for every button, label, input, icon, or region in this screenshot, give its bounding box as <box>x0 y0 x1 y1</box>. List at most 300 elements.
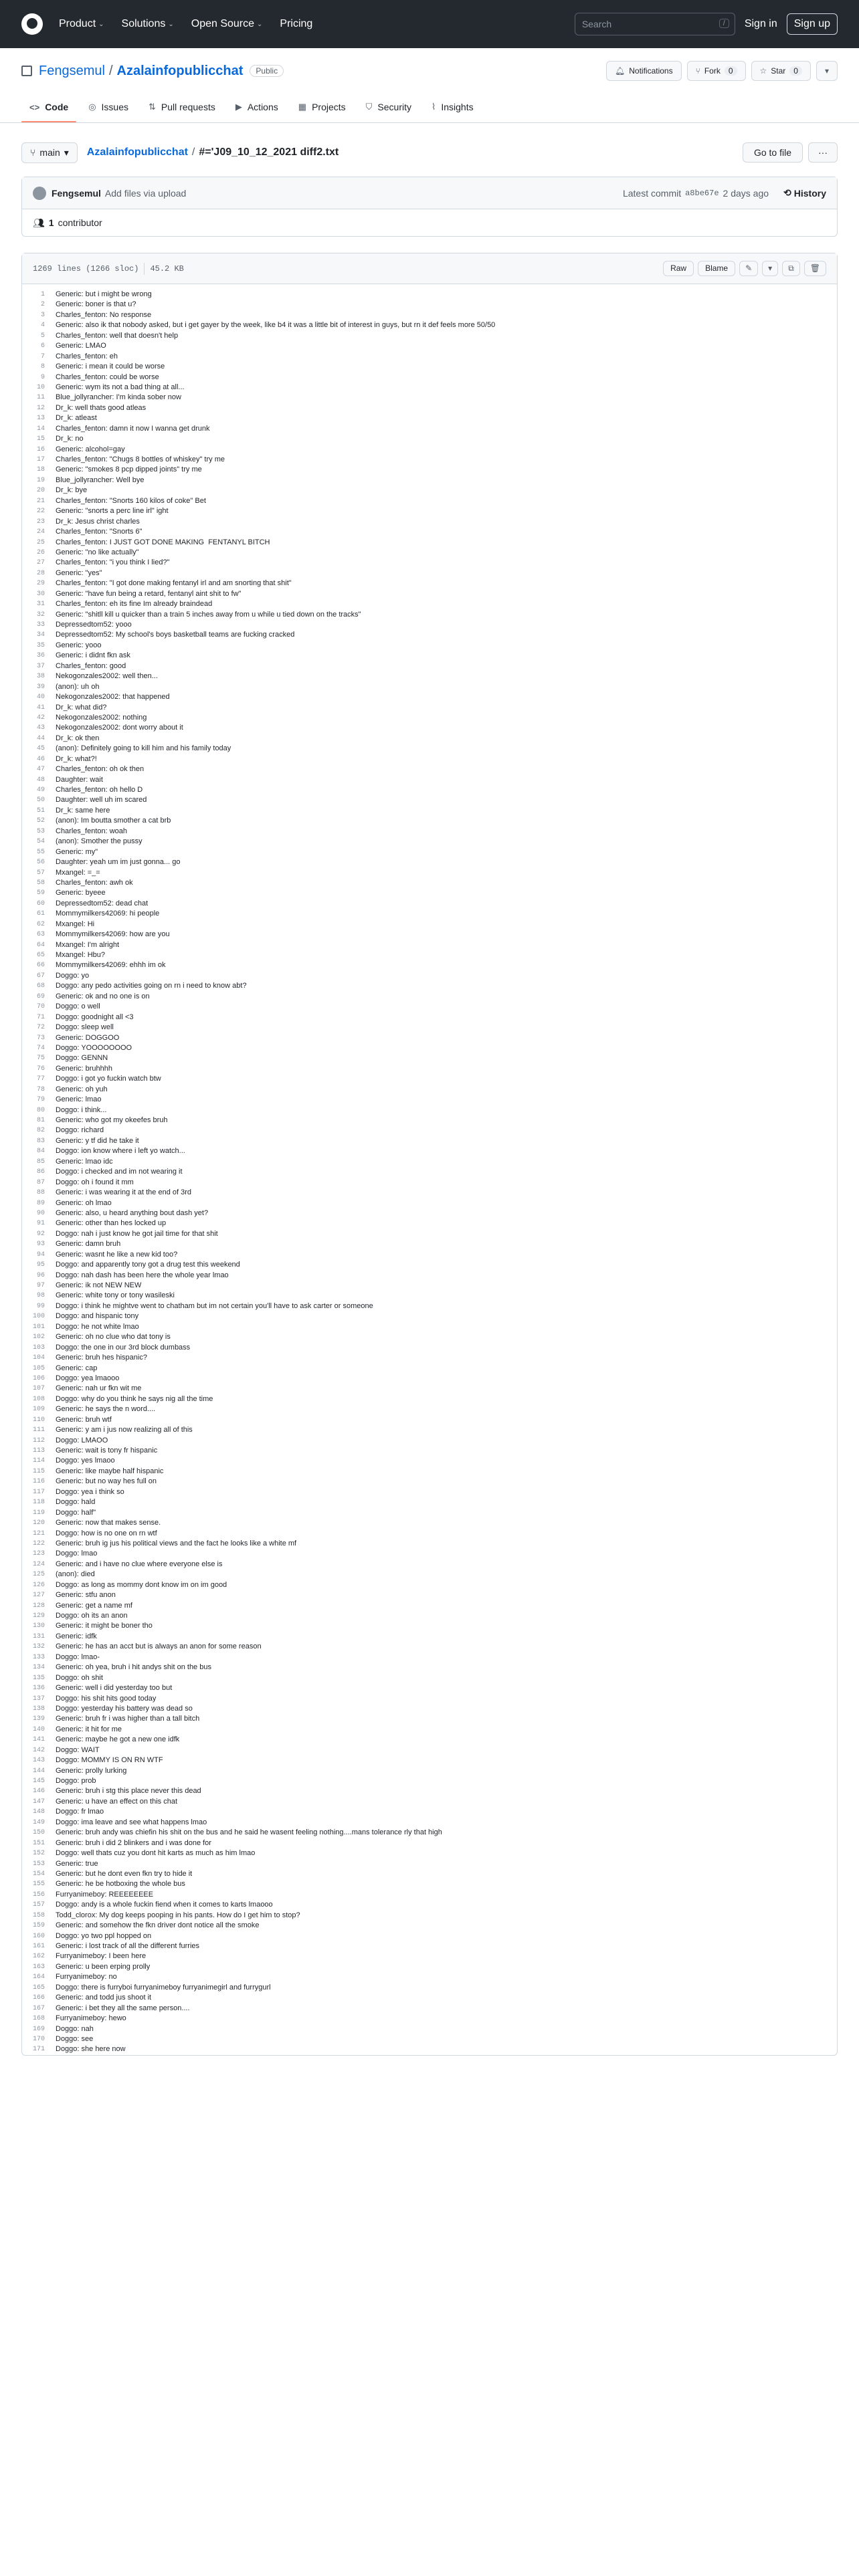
line-number[interactable]: 160 <box>32 1932 45 1940</box>
line-number[interactable]: 66 <box>36 962 45 970</box>
line-number[interactable]: 98 <box>36 1292 45 1300</box>
line-text: Generic: oh lmao <box>56 1198 112 1207</box>
code-line <box>22 1683 837 1693</box>
line-number[interactable]: 77 <box>36 1075 45 1083</box>
line-text: Doggo: oh i found it mm <box>56 1178 134 1186</box>
line-number[interactable]: 51 <box>36 807 45 815</box>
line-text: Charles_fenton: well that doesn't help <box>56 331 179 340</box>
line-number[interactable]: 115 <box>32 1467 45 1475</box>
line-text: Generic: it might be boner tho <box>56 1622 153 1630</box>
line-number[interactable]: 126 <box>32 1581 45 1589</box>
line-text: Generic: DOGGOO <box>56 1033 120 1042</box>
line-text: Doggo: and apparently tony got a drug test this weekend <box>56 1261 240 1269</box>
line-number[interactable]: 133 <box>32 1653 45 1661</box>
line-text: Doggo: MOMMY IS ON RN WTF <box>56 1756 163 1765</box>
code-line <box>22 785 837 795</box>
line-number[interactable]: 23 <box>36 518 45 526</box>
line-number[interactable]: 8 <box>40 363 45 371</box>
line-number[interactable]: 130 <box>32 1622 45 1630</box>
line-number[interactable]: 9 <box>40 373 45 381</box>
line-number[interactable]: 1 <box>40 291 45 298</box>
line-number[interactable]: 127 <box>32 1592 45 1600</box>
breadcrumb <box>87 146 339 158</box>
line-number[interactable]: 141 <box>32 1736 45 1744</box>
line-text: Generic: i lost track of all the different furries <box>56 1942 199 1950</box>
line-text: Doggo: fr lmao <box>56 1808 104 1816</box>
line-number[interactable]: 18 <box>36 466 45 474</box>
line-number[interactable]: 63 <box>36 931 45 939</box>
code-line <box>22 1714 837 1724</box>
line-number[interactable]: 163 <box>32 1963 45 1971</box>
line-number[interactable]: 166 <box>32 1994 45 2002</box>
line-number[interactable]: 122 <box>32 1539 45 1547</box>
code-line <box>22 703 837 713</box>
line-number[interactable]: 157 <box>32 1901 45 1909</box>
line-text: Generic: i didnt fkn ask <box>56 651 130 660</box>
line-text: Generic: "shitll kill u quicker than a train 5 inches away from u while u tied down on the tracks" <box>56 610 361 619</box>
line-number[interactable]: 48 <box>36 776 45 784</box>
line-text: Depressedtom52: yooo <box>56 621 132 629</box>
line-number[interactable]: 12 <box>36 404 45 412</box>
code-line <box>22 1260 837 1270</box>
line-number[interactable]: 151 <box>32 1839 45 1847</box>
code-line <box>22 1467 837 1477</box>
line-number[interactable]: 135 <box>32 1674 45 1682</box>
line-text: Doggo: goodnight all <3 <box>56 1012 134 1021</box>
line-number[interactable]: 31 <box>36 601 45 609</box>
line-text: Doggo: ion know where i left yo watch... <box>56 1147 185 1156</box>
line-number[interactable]: 96 <box>36 1271 45 1279</box>
line-number[interactable]: 83 <box>36 1137 45 1145</box>
line-number[interactable]: 56 <box>36 859 45 867</box>
line-number[interactable]: 21 <box>36 497 45 505</box>
line-number[interactable]: 102 <box>32 1333 45 1341</box>
code-line <box>22 692 837 702</box>
pull-request-icon: ⇅ <box>149 102 156 112</box>
line-number[interactable]: 38 <box>36 673 45 681</box>
line-number[interactable]: 161 <box>32 1943 45 1950</box>
nav-product[interactable]: Product ⌄ <box>59 18 104 29</box>
line-number[interactable]: 50 <box>36 796 45 804</box>
line-text: Generic: "smokes 8 pcp dipped joints" try me <box>56 465 202 474</box>
chevron-down-icon[interactable]: ▾ <box>762 261 778 276</box>
line-number[interactable]: 62 <box>36 920 45 928</box>
line-number[interactable]: 44 <box>36 734 45 742</box>
line-number[interactable]: 95 <box>36 1261 45 1269</box>
line-text: Generic: but he dont even fkn try to hide it <box>56 1869 193 1878</box>
line-number[interactable]: 32 <box>36 611 45 619</box>
line-number[interactable]: 85 <box>36 1158 45 1166</box>
code-line <box>22 960 837 970</box>
line-number[interactable]: 136 <box>32 1685 45 1693</box>
line-number[interactable]: 137 <box>32 1695 45 1703</box>
line-text: Doggo: the one in our 3rd block dumbass <box>56 1343 191 1352</box>
raw-button[interactable]: Raw <box>663 261 694 276</box>
line-number[interactable]: 19 <box>36 476 45 484</box>
line-number[interactable]: 15 <box>36 435 45 443</box>
breadcrumb-repo-link[interactable]: Azalainfopublicchat <box>86 146 188 158</box>
line-number[interactable]: 72 <box>36 1024 45 1032</box>
line-number[interactable]: 99 <box>36 1302 45 1310</box>
line-number[interactable]: 43 <box>36 724 45 732</box>
line-number[interactable]: 67 <box>36 972 45 980</box>
line-text: Generic: y tf did he take it <box>56 1136 139 1145</box>
commit-message[interactable]: Add files via upload <box>104 187 187 199</box>
line-number[interactable]: 84 <box>36 1148 45 1156</box>
chevron-down-icon: ⌄ <box>168 20 174 28</box>
trash-icon[interactable]: 🗑︎ <box>804 261 826 276</box>
line-number[interactable]: 39 <box>36 683 45 691</box>
line-number[interactable]: 144 <box>32 1767 45 1775</box>
line-number[interactable]: 14 <box>36 425 45 433</box>
line-number[interactable]: 27 <box>36 559 45 567</box>
line-number[interactable]: 60 <box>36 899 45 907</box>
line-number[interactable]: 41 <box>36 704 45 712</box>
line-text: (anon): uh oh <box>56 682 100 691</box>
line-text: Dr_k: no <box>56 435 84 443</box>
tab-issues[interactable]: ◎ Issues <box>88 102 128 112</box>
line-number[interactable]: 167 <box>32 2004 45 2012</box>
code-line <box>22 888 837 898</box>
line-number[interactable]: 120 <box>32 1519 45 1527</box>
line-number[interactable]: 13 <box>36 415 45 423</box>
line-number[interactable]: 114 <box>32 1457 45 1465</box>
line-number[interactable]: 171 <box>32 2046 45 2054</box>
contributor-count: 1 <box>48 217 54 228</box>
line-number[interactable]: 80 <box>36 1106 45 1114</box>
line-number[interactable]: 155 <box>32 1881 45 1889</box>
code-line <box>22 1301 837 1311</box>
line-number[interactable]: 37 <box>36 662 45 670</box>
line-number[interactable]: 113 <box>32 1447 45 1455</box>
line-number[interactable]: 97 <box>36 1282 45 1289</box>
line-number[interactable]: 119 <box>32 1509 45 1517</box>
line-text: Generic: bruh ig jus his political views and the fact he looks like a white mf <box>56 1539 297 1547</box>
line-text: Nekogonzales2002: dont worry about it <box>56 724 183 732</box>
divider <box>144 263 145 275</box>
line-number[interactable]: 100 <box>32 1313 45 1321</box>
line-number[interactable]: 138 <box>32 1705 45 1713</box>
branch-selector[interactable]: ⑂ main ▾ <box>21 142 78 163</box>
line-number[interactable]: 28 <box>36 569 45 577</box>
line-number[interactable]: 123 <box>32 1550 45 1558</box>
github-logo-icon[interactable] <box>21 13 43 35</box>
line-number[interactable]: 45 <box>36 745 45 753</box>
line-text: Doggo: lmao <box>56 1549 98 1558</box>
code-line <box>22 1911 837 1921</box>
line-number[interactable]: 52 <box>36 817 45 825</box>
nav-pricing[interactable]: Pricing <box>280 18 313 29</box>
line-number[interactable]: 42 <box>36 714 45 722</box>
line-number[interactable]: 70 <box>36 1003 45 1011</box>
line-text: Charles_fenton: damn it now I wanna get drunk <box>56 424 210 433</box>
repo-name-link[interactable]: Azalainfopublicchat <box>116 63 244 78</box>
line-number[interactable]: 16 <box>36 445 45 453</box>
line-number[interactable]: 153 <box>32 1860 45 1868</box>
code-line <box>22 1931 837 1941</box>
line-number[interactable]: 125 <box>32 1571 45 1579</box>
line-text: Doggo: and hispanic tony <box>56 1312 139 1321</box>
line-number[interactable]: 6 <box>40 342 45 350</box>
code-line <box>22 682 837 692</box>
nav-solutions[interactable]: Solutions ⌄ <box>121 18 174 29</box>
line-number[interactable]: 64 <box>36 941 45 949</box>
sign-up-button[interactable]: Sign up <box>787 13 838 35</box>
code-line <box>22 857 837 867</box>
contributor-label[interactable]: contributor <box>58 217 102 228</box>
line-number[interactable]: 140 <box>32 1725 45 1733</box>
line-number[interactable]: 118 <box>32 1499 45 1507</box>
line-text: Generic: damn bruh <box>56 1240 121 1249</box>
line-number[interactable]: 132 <box>32 1643 45 1651</box>
tab-projects[interactable]: ▦ Projects <box>298 102 346 112</box>
line-number[interactable]: 35 <box>36 641 45 649</box>
line-number[interactable]: 7 <box>40 352 45 360</box>
line-number[interactable]: 131 <box>32 1632 45 1640</box>
tab-code[interactable]: <> Code <box>21 96 76 122</box>
line-number[interactable]: 74 <box>36 1044 45 1052</box>
line-number[interactable]: 159 <box>32 1922 45 1930</box>
line-number[interactable]: 143 <box>32 1757 45 1765</box>
line-text: Generic: oh yuh <box>56 1085 108 1093</box>
line-number[interactable]: 20 <box>36 487 45 495</box>
code-line <box>22 1786 837 1796</box>
line-number[interactable]: 94 <box>36 1251 45 1259</box>
line-number[interactable]: 22 <box>36 508 45 516</box>
line-number[interactable]: 81 <box>36 1117 45 1124</box>
line-number[interactable]: 68 <box>36 982 45 990</box>
line-text: Charles_fenton: eh <box>56 352 118 360</box>
line-number[interactable]: 71 <box>36 1013 45 1021</box>
line-number[interactable]: 142 <box>32 1746 45 1754</box>
line-number[interactable]: 36 <box>36 652 45 660</box>
line-text: Mxangel: =_= <box>56 868 100 877</box>
line-number[interactable]: 103 <box>32 1344 45 1352</box>
line-number[interactable]: 128 <box>32 1602 45 1610</box>
line-number[interactable]: 24 <box>36 528 45 536</box>
line-number[interactable]: 4 <box>40 322 45 330</box>
line-text: Generic: u been erping prolly <box>56 1962 151 1971</box>
line-number[interactable]: 112 <box>32 1436 45 1444</box>
line-text: Generic: yooo <box>56 641 102 649</box>
line-number[interactable]: 109 <box>32 1406 45 1414</box>
line-number[interactable]: 110 <box>32 1416 45 1424</box>
line-number[interactable]: 46 <box>36 755 45 763</box>
line-number[interactable]: 91 <box>36 1220 45 1228</box>
line-number[interactable]: 164 <box>32 1973 45 1981</box>
line-number[interactable]: 54 <box>36 838 45 846</box>
line-text: Generic: but i might be wrong <box>56 290 152 298</box>
line-number[interactable]: 156 <box>32 1891 45 1899</box>
line-number[interactable]: 57 <box>36 869 45 877</box>
line-number[interactable]: 82 <box>36 1127 45 1135</box>
line-text: Doggo: yo <box>56 971 90 980</box>
line-text: Furryanimeboy: no <box>56 1973 117 1981</box>
line-number[interactable]: 78 <box>36 1085 45 1093</box>
commit-author-link[interactable]: Fengsemul <box>52 187 101 199</box>
line-number[interactable]: 55 <box>36 848 45 856</box>
shield-icon: ⛉ <box>365 102 373 112</box>
line-number[interactable]: 34 <box>36 631 45 639</box>
line-text: Generic: "no like actually" <box>56 548 139 556</box>
line-text: Doggo: GENNN <box>56 1054 108 1063</box>
line-number[interactable]: 88 <box>36 1189 45 1197</box>
repo-owner-link[interactable]: Fengsemul <box>39 63 105 78</box>
line-number[interactable]: 107 <box>32 1385 45 1393</box>
line-text: (anon): Im boutta smother a cat brb <box>56 817 171 825</box>
line-number[interactable]: 124 <box>32 1560 45 1568</box>
code-line <box>22 909 837 919</box>
line-number[interactable]: 2 <box>40 301 45 309</box>
line-number[interactable]: 149 <box>32 1818 45 1826</box>
code-line <box>22 1580 837 1590</box>
line-number[interactable]: 158 <box>32 1911 45 1919</box>
line-text: Doggo: richard <box>56 1126 104 1135</box>
line-number[interactable]: 168 <box>32 2015 45 2023</box>
blame-button[interactable]: Blame <box>698 261 735 276</box>
line-text: Doggo: i checked and im not wearing it <box>56 1168 183 1176</box>
line-number[interactable]: 5 <box>40 332 45 340</box>
history-link[interactable]: ⟲ History <box>783 187 826 199</box>
line-number[interactable]: 105 <box>32 1364 45 1372</box>
line-number[interactable]: 3 <box>40 311 45 319</box>
site-nav <box>59 18 312 30</box>
code-line <box>22 1694 837 1704</box>
code-line <box>22 475 837 486</box>
go-to-file-button[interactable]: Go to file <box>743 142 803 163</box>
line-number[interactable]: 90 <box>36 1209 45 1217</box>
code-line <box>22 610 837 620</box>
line-number[interactable]: 58 <box>36 879 45 887</box>
line-number[interactable]: 108 <box>32 1395 45 1403</box>
line-text: Charles_fenton: "Snorts 6" <box>56 528 142 536</box>
line-number[interactable]: 49 <box>36 786 45 794</box>
line-number[interactable]: 147 <box>32 1798 45 1806</box>
line-number[interactable]: 89 <box>36 1199 45 1207</box>
code-line <box>22 1012 837 1023</box>
star-button[interactable]: ☆ Star 0 <box>751 61 811 81</box>
line-number[interactable]: 29 <box>36 580 45 588</box>
code-line <box>22 290 837 300</box>
line-number[interactable]: 169 <box>32 2025 45 2033</box>
tab-security[interactable]: ⛉ Security <box>365 102 411 112</box>
code-line <box>22 496 837 506</box>
line-text: Generic: lmao <box>56 1095 102 1104</box>
code-line <box>22 1436 837 1446</box>
line-number[interactable]: 76 <box>36 1065 45 1073</box>
line-text: Doggo: sleep well <box>56 1023 114 1032</box>
line-number[interactable]: 148 <box>32 1808 45 1816</box>
line-number[interactable]: 121 <box>32 1529 45 1537</box>
line-number[interactable]: 106 <box>32 1374 45 1382</box>
code-line <box>22 1064 837 1074</box>
line-number[interactable]: 17 <box>36 456 45 463</box>
line-number[interactable]: 139 <box>32 1715 45 1723</box>
code-line <box>22 1983 837 1993</box>
search-input[interactable]: Search / <box>575 13 735 35</box>
line-number[interactable]: 25 <box>36 538 45 546</box>
line-number[interactable]: 73 <box>36 1034 45 1042</box>
line-number[interactable]: 117 <box>32 1488 45 1496</box>
line-number[interactable]: 11 <box>36 394 45 402</box>
code-line <box>22 827 837 837</box>
line-number[interactable]: 129 <box>32 1612 45 1620</box>
line-text: Charles_fenton: oh hello D <box>56 786 143 794</box>
visibility-badge: Public <box>250 65 284 77</box>
line-number[interactable]: 75 <box>36 1055 45 1063</box>
line-number[interactable]: 10 <box>36 383 45 391</box>
line-number[interactable]: 59 <box>36 889 45 897</box>
line-number[interactable]: 170 <box>32 2035 45 2043</box>
line-text: Generic: "have fun being a retard, fentanyl aint shit to fw" <box>56 589 242 598</box>
line-number[interactable]: 145 <box>32 1778 45 1785</box>
line-number[interactable]: 111 <box>32 1426 45 1434</box>
line-number[interactable]: 61 <box>36 910 45 918</box>
line-number[interactable]: 65 <box>36 952 45 959</box>
tab-pull-requests[interactable]: ⇅ Pull requests <box>149 102 215 112</box>
line-number[interactable]: 79 <box>36 1096 45 1104</box>
commit-sha-link[interactable]: a8be67e <box>685 188 719 198</box>
code-line <box>22 1662 837 1673</box>
line-number[interactable]: 47 <box>36 766 45 774</box>
code-line <box>22 1962 837 1972</box>
more-options-button[interactable]: ··· <box>808 142 838 163</box>
line-text: Doggo: YOOOOOOOO <box>56 1043 132 1052</box>
people-icon: 👥︎ <box>33 217 45 228</box>
tab-actions[interactable]: ▶ Actions <box>235 102 278 112</box>
bell-icon: 🔔︎ <box>615 66 626 76</box>
line-number[interactable]: 152 <box>32 1850 45 1858</box>
code-line <box>22 1095 837 1105</box>
nav-open-source[interactable]: Open Source ⌄ <box>191 18 263 29</box>
line-number[interactable]: 69 <box>36 992 45 1000</box>
line-number[interactable]: 150 <box>32 1829 45 1837</box>
line-number[interactable]: 101 <box>32 1323 45 1331</box>
sign-in-link[interactable]: Sign in <box>744 18 777 29</box>
line-number[interactable]: 92 <box>36 1230 45 1238</box>
line-number[interactable]: 26 <box>36 548 45 556</box>
pencil-icon[interactable]: ✎ <box>739 261 758 276</box>
code-line <box>22 981 837 991</box>
code-line <box>22 1332 837 1342</box>
line-number[interactable]: 86 <box>36 1168 45 1176</box>
fork-button[interactable]: ⑂ Fork 0 <box>687 61 746 81</box>
line-number[interactable]: 53 <box>36 827 45 835</box>
tab-insights[interactable]: ⌇ Insights <box>431 102 474 112</box>
code-line <box>22 899 837 909</box>
avatar[interactable] <box>33 187 46 200</box>
line-number[interactable]: 165 <box>32 1983 45 1992</box>
notifications-button[interactable]: 🔔︎ Notifications <box>606 61 682 81</box>
copy-icon[interactable]: ⧉ <box>782 261 800 276</box>
line-text: Generic: oh no clue who dat tony is <box>56 1333 171 1341</box>
line-number[interactable]: 30 <box>36 590 45 598</box>
line-number[interactable]: 154 <box>32 1870 45 1878</box>
line-number[interactable]: 162 <box>32 1953 45 1961</box>
line-number[interactable]: 93 <box>36 1241 45 1249</box>
line-number[interactable]: 104 <box>32 1354 45 1362</box>
line-text: Depressedtom52: My school's boys basketball teams are fucking cracked <box>56 631 295 639</box>
star-dropdown-button[interactable] <box>816 61 838 81</box>
line-number[interactable]: 146 <box>32 1788 45 1796</box>
line-number[interactable]: 116 <box>32 1478 45 1486</box>
line-number[interactable]: 40 <box>36 693 45 702</box>
line-text: Generic: my" <box>56 847 98 856</box>
line-number[interactable]: 134 <box>32 1664 45 1672</box>
line-text: Generic: prolly lurking <box>56 1766 127 1775</box>
line-number[interactable]: 33 <box>36 621 45 629</box>
line-number[interactable]: 87 <box>36 1178 45 1186</box>
